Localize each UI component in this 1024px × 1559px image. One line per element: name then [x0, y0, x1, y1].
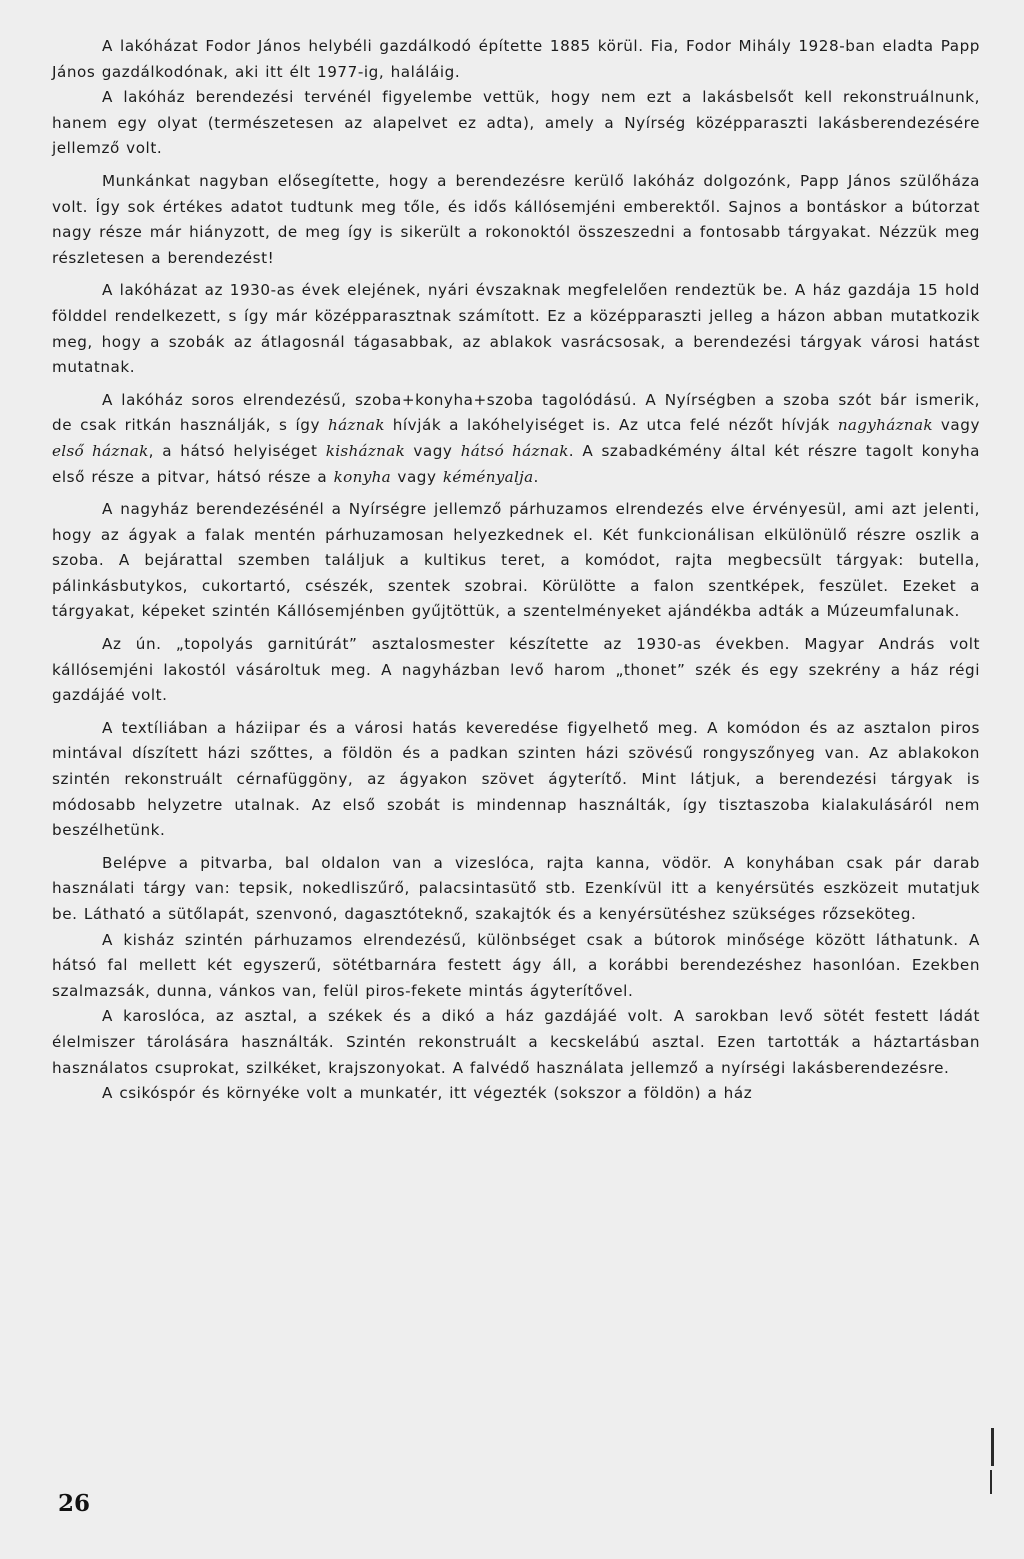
- italic-term: konyha: [333, 467, 392, 486]
- paragraph: [52, 716, 980, 844]
- text-run: A lakóház soros elrendezésű, szoba+konyha+szoba tagolódású. A Nyírségben a szoba szót bár ismerik, de csak ritkán használják, s így: [52, 390, 980, 435]
- paragraph: [52, 1081, 980, 1107]
- text-run: A lakóházat Fodor János helybéli gazdálkodó építette 1885 körül. Fia, Fodor Mihály 1928-ban eladta Papp János gazdálkodónak, aki itt élt 1977-ig, haláláig.: [52, 37, 980, 81]
- text-run: A csikóspór és környéke volt a munkatér, itt végezték (sokszor a földön) a ház: [102, 1084, 753, 1103]
- text-run: A lakóház berendezési tervénél figyelembe vettük, hogy nem ezt a lakásbelsőt kell rekonstruálnunk, hanem egy olyat (természetesen az alapelvet ez adta), amely a Nyírség középparaszti lakásberendezésére jellemző volt.: [52, 88, 980, 158]
- italic-term: háznak: [328, 416, 385, 435]
- paragraph: [52, 34, 980, 85]
- text-run: A lakóházat az 1930-as évek elejének, nyári évszaknak megfelelően rendeztük be. A ház gazdája 15 hold földdel rendelkezett, s így már középparasztnak számított. Ez a középparaszti jelleg a házon abban mutatkozik meg, hogy a szobák az átlagosnál tágasabbak, az ablakok vasrácsosak, a berendezési tárgyak városi hatást mutatnak.: [52, 281, 980, 377]
- text-run: vagy: [391, 467, 443, 486]
- paragraph: [52, 928, 980, 1005]
- paragraph: [52, 851, 980, 928]
- text-run: hívják a lakóhelyiséget is. Az utca felé nézőt hívják: [384, 416, 838, 435]
- italic-term: kéményalja: [442, 467, 534, 486]
- text-run: vagy: [405, 441, 461, 460]
- text-run: Az ún. „topolyás garnitúrát” asztalosmester készítette az 1930-as években. Magyar András volt kállósemjéni lakostól vásároltuk meg. A nagyházban levő harom „thonet” szék és egy szekrény a ház régi gazdájáé volt.: [52, 635, 980, 705]
- page-number: 26: [58, 1490, 91, 1517]
- text-run: Munkánkat nagyban elősegítette, hogy a berendezésre kerülő lakóház dolgozónk, Papp János szülőháza volt. Így sok értékes adatot tudtunk meg tőle, és idős kállósemjéni emberektől. Sajnos a bontáskor a bútorzat nagy része már hiányzott, de meg így is sikerült a rokonoktól összeszedni a fontosabb tárgyakat. Nézzük meg részletesen a berendezést!: [52, 171, 980, 267]
- text-run: A textíliában a háziipar és a városi hatás keveredése figyelhető meg. A komódon és az asztalon piros mintával díszített házi szőttes, a földön és a padkan szinten házi szövésű rongyszőnyeg van. Az ablakokon szintén rekonstruált cérnafüggöny, az ágyakon szövet ágyterítő. Mint látjuk, a berendezési tárgyak is módosabb helyzetre utalnak. Az első szobát is mindennap használták, így tisztaszoba kialakulásáról nem beszélhetünk.: [52, 718, 980, 840]
- paragraph: [52, 388, 980, 490]
- paragraph: [52, 278, 980, 380]
- scan-edge-mark: [991, 1428, 994, 1466]
- text-run: A kisház szintén párhuzamos elrendezésű, különbséget csak a bútorok minősége között láthatunk. A hátsó fal mellett két egyszerű, sötétbarnára festett ágy áll, a korábbi berendezéshez hasonlóan. Ezekben szalmazsák, dunna, vánkos van, felül piros-fekete mintás ágyterítővel.: [52, 930, 980, 1000]
- text-run: .: [533, 467, 539, 486]
- paragraph: [52, 85, 980, 162]
- italic-term: hátsó háznak: [460, 441, 569, 460]
- text-run: Belépve a pitvarba, bal oldalon van a vizeslóca, rajta kanna, vödör. A konyhában csak pár darab használati tárgy van: tepsik, nokedliszűrő, palacsintasütő stb. Ezenkívül itt a kenyérsütés eszközeit mutatjuk be. Látható a sütőlapát, szenvonó, dagasztóteknő, szakajtók és a kenyérsütéshez szükséges rőzseköteg.: [52, 853, 980, 923]
- italic-term: nagyháznak: [837, 416, 933, 435]
- paragraph: [52, 497, 980, 625]
- italic-term: első háznak: [52, 441, 149, 460]
- scan-edge-mark: [990, 1470, 992, 1494]
- body-text: [52, 34, 980, 1107]
- paragraph: [52, 1004, 980, 1081]
- paragraph: [52, 169, 980, 271]
- text-run: . A szabadkémény által két részre tagolt konyha első része a pitvar, hátsó része a: [52, 441, 980, 486]
- italic-term: kisháznak: [325, 441, 406, 460]
- paragraph: [52, 632, 980, 709]
- text-run: A nagyház berendezésénél a Nyírségre jellemző párhuzamos elrendezés elve érvényesül, ami azt jelenti, hogy az ágyak a falak mentén párhuzamosan helyezkednek el. Két funkcionálisan elkülönülő részre oszlik a szoba. A bejárattal szemben találjuk a kultikus teret, a komódot, rajta megbecsült tárgyak: butella, pálinkásbutykos, cukortartó, csészék, szentek szobrai. Körülötte a falon szentképek, feszület. Ezeket a tárgyakat, képeket szintén Kállósemjénben gyűjtöttük, a szentelményeket ajándékba adták a Múzeumfalunak.: [52, 500, 980, 621]
- text-run: , a hátsó helyiséget: [148, 441, 326, 460]
- text-run: vagy: [932, 416, 980, 435]
- text-run: A karoslóca, az asztal, a székek és a dikó a ház gazdájáé volt. A sarokban levő sötét festett ládát élelmiszer tárolására használták. Szintén rekonstruált a kecskelábú asztal. Ezen tartották a háztartásban használatos csuprokat, szilkéket, krajszonyokat. A falvédő használata jellemző a nyírségi lakásberendezésre.: [52, 1007, 980, 1077]
